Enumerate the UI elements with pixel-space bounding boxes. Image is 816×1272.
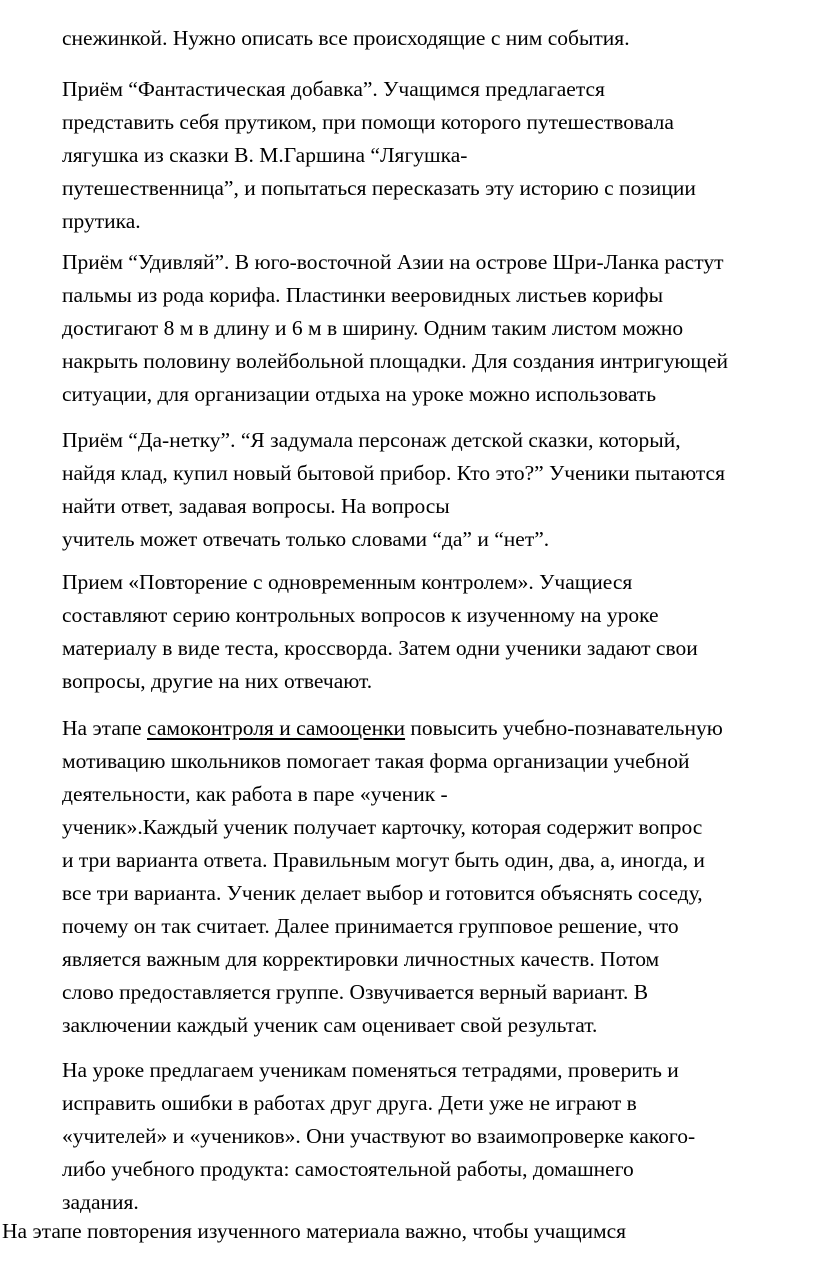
- text-line: Прием «Повторение с одновременным контролем». Учащиеся: [62, 570, 633, 594]
- text-line: Приём “Удивляй”. В юго-восточной Азии на острове Шри-Ланка растут: [62, 250, 724, 274]
- text-prefix: На этапе: [62, 716, 148, 740]
- text-line: и три варианта ответа. Правильным могут быть один, два, а, иногда, и: [62, 848, 705, 872]
- text-line: представить себя прутиком, при помощи которого путешествовала: [62, 110, 674, 134]
- text-line: путешественница”, и попытаться пересказать эту историю с позиции: [62, 176, 696, 200]
- text-line: исправить ошибки в работах друг друга. Дети уже не играют в: [62, 1091, 637, 1115]
- text-line: лягушка из сказки В. М.Гаршина “Лягушка-: [62, 143, 468, 167]
- text-line: все три варианта. Ученик делает выбор и готовится объяснять соседу,: [62, 881, 703, 905]
- paragraph-yes-no: [62, 424, 816, 556]
- text-line: задания.: [62, 1190, 139, 1214]
- text-line: найдя клад, купил новый бытовой прибор. Кто это?” Ученики пытаются: [62, 461, 725, 485]
- text-line: либо учебного продукта: самостоятельной работы, домашнего: [62, 1157, 634, 1181]
- text-line-first: [62, 712, 816, 745]
- paragraph-repetition-control: [62, 566, 816, 698]
- text-line: мотивацию школьников помогает такая форма организации учебной: [62, 749, 690, 773]
- text-line: учитель может отвечать только словами “да” и “нет”.: [62, 527, 550, 551]
- text-line: прутика.: [62, 209, 141, 233]
- text-line: является важным для корректировки личностных качеств. Потом: [62, 947, 660, 971]
- text-line: почему он так считает. Далее принимается групповое решение, что: [62, 914, 679, 938]
- text-line: На уроке предлагаем ученикам поменяться тетрадями, проверить и: [62, 1058, 679, 1082]
- text-line: На этапе повторения изученного материала важно, чтобы учащимся: [2, 1219, 627, 1243]
- text-line: заключении каждый ученик сам оценивает свой результат.: [62, 1013, 598, 1037]
- text-line: вопросы, другие на них отвечают.: [62, 669, 373, 693]
- text-line: ученик».Каждый ученик получает карточку, которая содержит вопрос: [62, 815, 703, 839]
- text-line: найти ответ, задавая вопросы. На вопросы: [62, 494, 450, 518]
- paragraph-surprise: [62, 246, 816, 411]
- text-line: ситуации, для организации отдыха на уроке можно использовать: [62, 382, 657, 406]
- text-line: материалу в виде теста, кроссворда. Затем одни ученики задают свои: [62, 636, 698, 660]
- paragraph-intro-end: [62, 22, 816, 55]
- text-line: деятельности, как работа в паре «ученик -: [62, 782, 448, 806]
- text-line: Приём “Фантастическая добавка”. Учащимся предлагается: [62, 77, 605, 101]
- text-line: «учителей» и «учеников». Они участвуют во взаимопроверке какого-: [62, 1124, 696, 1148]
- text-line: Приём “Да-нетку”. “Я задумала персонаж детской сказки, который,: [62, 428, 681, 452]
- text-line: слово предоставляется группе. Озвучивается верный вариант. В: [62, 980, 649, 1004]
- text-line: снежинкой. Нужно описать все происходящие с ним события.: [62, 26, 630, 50]
- text-line: составляют серию контрольных вопросов к изученному на уроке: [62, 603, 659, 627]
- text-line: достигают 8 м в длину и 6 м в ширину. Одним таким листом можно: [62, 316, 684, 340]
- underlined-term: самоконтроля и самооценки: [147, 716, 406, 740]
- paragraph-self-control: [62, 712, 816, 1042]
- paragraph-repetition-stage: [2, 1215, 756, 1248]
- text-line: пальмы из рода корифа. Пластинки вееровидных листьев корифы: [62, 283, 664, 307]
- paragraph-peer-check: [62, 1054, 816, 1219]
- text-suffix: повысить учебно-познавательную: [405, 716, 723, 740]
- text-line: накрыть половину волейбольной площадки. Для создания интригующей: [62, 349, 729, 373]
- paragraph-fantastic-addition: [62, 73, 816, 238]
